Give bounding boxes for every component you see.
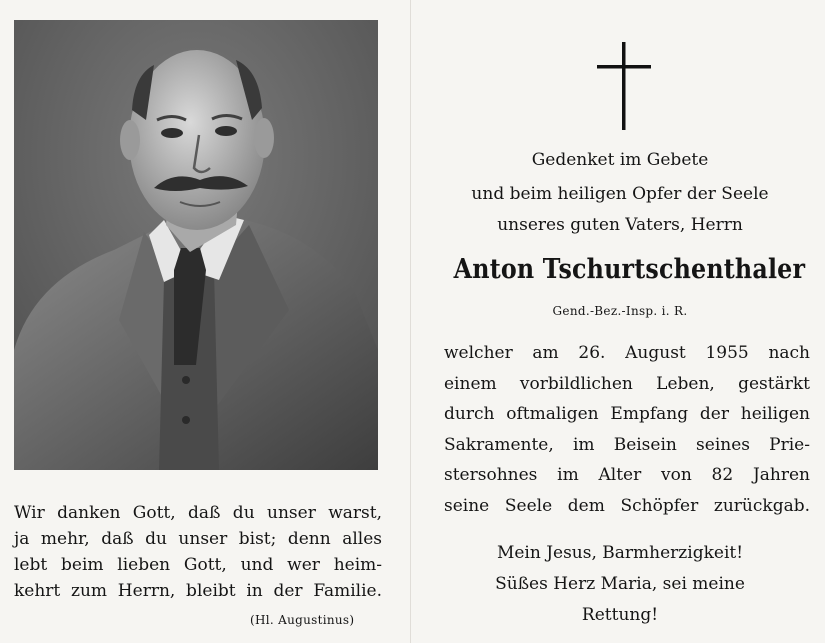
obituary-line: einem vorbildlichen Leben, gestärkt <box>444 373 810 394</box>
prayer-line: Süßes Herz Maria, sei meine <box>495 574 745 594</box>
obituary-line: welcher am 26. August 1955 nach <box>444 343 810 363</box>
obituary-line: durch oftmaligen Empfang der heiligen <box>444 404 810 424</box>
obituary-line: Sakramente, im Beisein seines Prie- <box>444 434 810 455</box>
prayer-line: Rettung! <box>581 605 659 625</box>
portrait-photo <box>14 20 378 470</box>
intro-line: unseres guten Vaters, Herrn <box>497 215 743 235</box>
intro-line: Gedenket im Gebete <box>531 150 709 170</box>
card-fold-line <box>410 0 411 643</box>
obituary-text <box>444 338 810 521</box>
deceased-title: Gend.-Bez.-Insp. i. R. <box>552 304 688 318</box>
intro-line: und beim heiligen Opfer der Seele <box>471 184 769 204</box>
verse-block <box>14 500 382 627</box>
prayer-line: Mein Jesus, Barmherzigkeit! <box>496 543 744 563</box>
obituary-line: stersohnes im Alter von 82 Jahren <box>444 465 810 485</box>
verse-line: lebt beim lieben Gott, und wer heim- <box>14 555 382 575</box>
verse-line: kehrt zum Herrn, bleibt in der Familie. <box>14 581 382 601</box>
verse-line: ja mehr, daß du unser bist; denn alles <box>14 529 382 549</box>
verse-source: (Hl. Augustinus) <box>250 613 355 627</box>
deceased-name: Anton Tschurtschenthaler <box>453 254 806 285</box>
obituary-line: seine Seele dem Schöpfer zurückgab. <box>444 495 810 516</box>
verse-line: Wir danken Gott, daß du unser warst, <box>14 503 382 523</box>
cross-icon <box>595 42 653 130</box>
